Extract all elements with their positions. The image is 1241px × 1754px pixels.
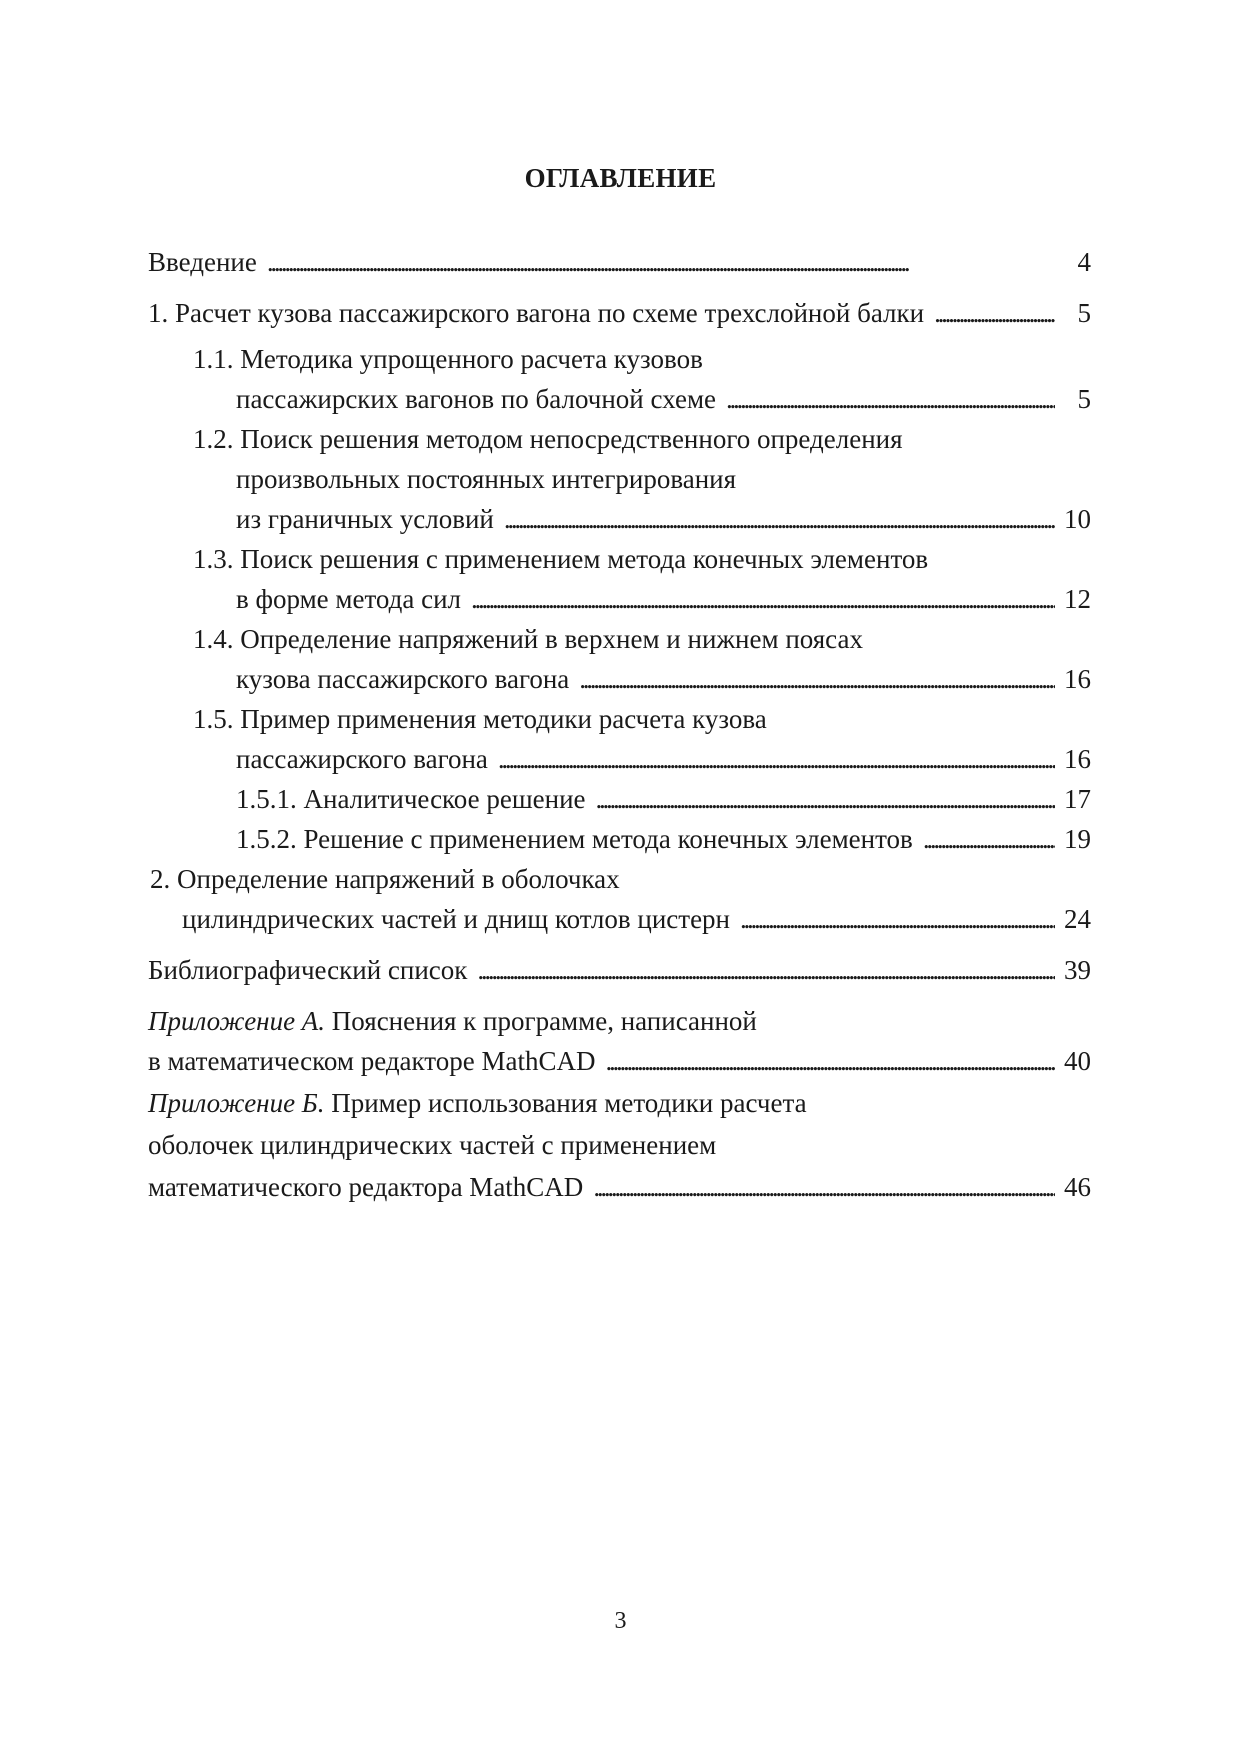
toc-title: ОГЛАВЛЕНИЕ (524, 163, 717, 193)
dot-leader (477, 950, 1055, 990)
dot-leader (593, 1167, 1055, 1207)
appendix-label: Приложение Б. (148, 1088, 325, 1118)
toc-entry-text: 1. Расчет кузова пассажирского вагона по схеме трехслойной балки (148, 298, 925, 328)
toc-page-number: 5 (1077, 298, 1091, 328)
dot-leader (267, 242, 1055, 282)
toc-entry-text: 1.3. Поиск решения с применением метода конечных элементов (193, 544, 929, 574)
toc-entry-text: кузова пассажирского вагона (236, 664, 570, 694)
toc-entry-text: произвольных постоянных интегрирования (236, 464, 737, 494)
dot-leader (605, 1041, 1055, 1081)
toc-entry-text: 2. Определение напряжений в оболочках (150, 864, 620, 894)
dot-leader (740, 899, 1055, 939)
toc-entry-1-5-line1[interactable] (193, 699, 767, 739)
toc-entry-text: 1.5. Пример применения методики расчета кузова (193, 704, 767, 734)
dot-leader (934, 293, 1055, 333)
toc-page-number: 5 (1077, 384, 1091, 414)
appendix-title: Пояснения к программе, написанной (331, 1006, 757, 1036)
toc-entry-chapter-2-line2[interactable] (182, 899, 1091, 939)
toc-page-number: 17 (1064, 784, 1091, 814)
toc-entry-chapter-2-line1[interactable] (150, 859, 620, 899)
toc-page-number: 46 (1064, 1172, 1091, 1202)
dot-leader (471, 579, 1055, 619)
toc-entry-1-3-line1[interactable] (193, 539, 928, 579)
toc-entry-appendix-a-line2[interactable] (148, 1041, 1091, 1081)
appendix-title: Пример использования методики расчета (331, 1088, 807, 1118)
toc-entry-appendix-b-line1[interactable] (148, 1083, 807, 1123)
toc-entry-1-4-line2[interactable] (236, 659, 1091, 699)
toc-page-number: 19 (1064, 824, 1091, 854)
toc-entry-1-3-line2[interactable] (236, 579, 1091, 619)
toc-entry-intro[interactable] (148, 242, 1091, 282)
dot-leader (726, 379, 1055, 419)
page-number: 3 (614, 1608, 627, 1634)
toc-entry-1-5-1[interactable] (236, 779, 1091, 819)
toc-entry-1-2-line3[interactable] (236, 499, 1091, 539)
toc-entry-text (148, 1083, 807, 1123)
toc-entry-text: оболочек цилиндрических частей с применением (148, 1130, 717, 1160)
toc-entry-text: пассажирских вагонов по балочной схеме (236, 384, 717, 414)
dot-leader (579, 659, 1055, 699)
toc-entry-bibliography[interactable] (148, 950, 1091, 990)
toc-page-number: 10 (1064, 504, 1091, 534)
toc-entry-text: Введение (148, 247, 257, 277)
toc-entry-1-1-line1[interactable] (193, 339, 703, 379)
toc-entry-text: Библиографический список (148, 955, 468, 985)
dot-leader (504, 499, 1055, 539)
toc-entry-1-5-line2[interactable] (236, 739, 1091, 779)
toc-entry-text: 1.1. Методика упрощенного расчета кузовов (193, 344, 703, 374)
appendix-label: Приложение А. (148, 1006, 326, 1036)
toc-entry-text: в форме метода сил (236, 584, 462, 614)
dot-leader (498, 739, 1055, 779)
toc-entry-text: цилиндрических частей и днищ котлов цистерн (182, 904, 731, 934)
toc-page-number: 4 (1077, 247, 1091, 277)
toc-entry-1-2-line1[interactable] (193, 419, 903, 459)
toc-entry-text (148, 1001, 757, 1041)
toc-page-number: 16 (1064, 664, 1091, 694)
toc-entry-text: 1.5.1. Аналитическое решение (236, 784, 586, 814)
toc-entry-appendix-b-line3[interactable] (148, 1167, 1091, 1207)
toc-entry-text: пассажирского вагона (236, 744, 488, 774)
toc-entry-text: 1.5.2. Решение с применением метода конечных элементов (236, 824, 913, 854)
toc-page-number: 40 (1064, 1046, 1091, 1076)
toc-entry-text: из граничных условий (236, 504, 494, 534)
toc-entry-text: 1.2. Поиск решения методом непосредственного определения (193, 424, 903, 454)
toc-entry-appendix-b-line2[interactable] (148, 1125, 716, 1165)
toc-entry-1-1-line2[interactable] (236, 379, 1091, 419)
toc-page-number: 12 (1064, 584, 1091, 614)
dot-leader (596, 779, 1055, 819)
toc-entry-appendix-a-line1[interactable] (148, 1001, 757, 1041)
toc-page-number: 24 (1064, 904, 1091, 934)
toc-entry-1-2-line2[interactable] (236, 459, 736, 499)
toc-page-number: 16 (1064, 744, 1091, 774)
toc-page-number: 39 (1064, 955, 1091, 985)
toc-entry-1-4-line1[interactable] (193, 619, 863, 659)
toc-entry-text: математического редактора MathCAD (148, 1172, 584, 1202)
toc-entry-chapter-1[interactable] (148, 293, 1091, 333)
toc-entry-text: в математическом редакторе MathCAD (148, 1046, 596, 1076)
toc-entry-1-5-2[interactable] (236, 819, 1091, 859)
toc-entry-text: 1.4. Определение напряжений в верхнем и нижнем поясах (193, 624, 863, 654)
dot-leader (923, 819, 1055, 859)
